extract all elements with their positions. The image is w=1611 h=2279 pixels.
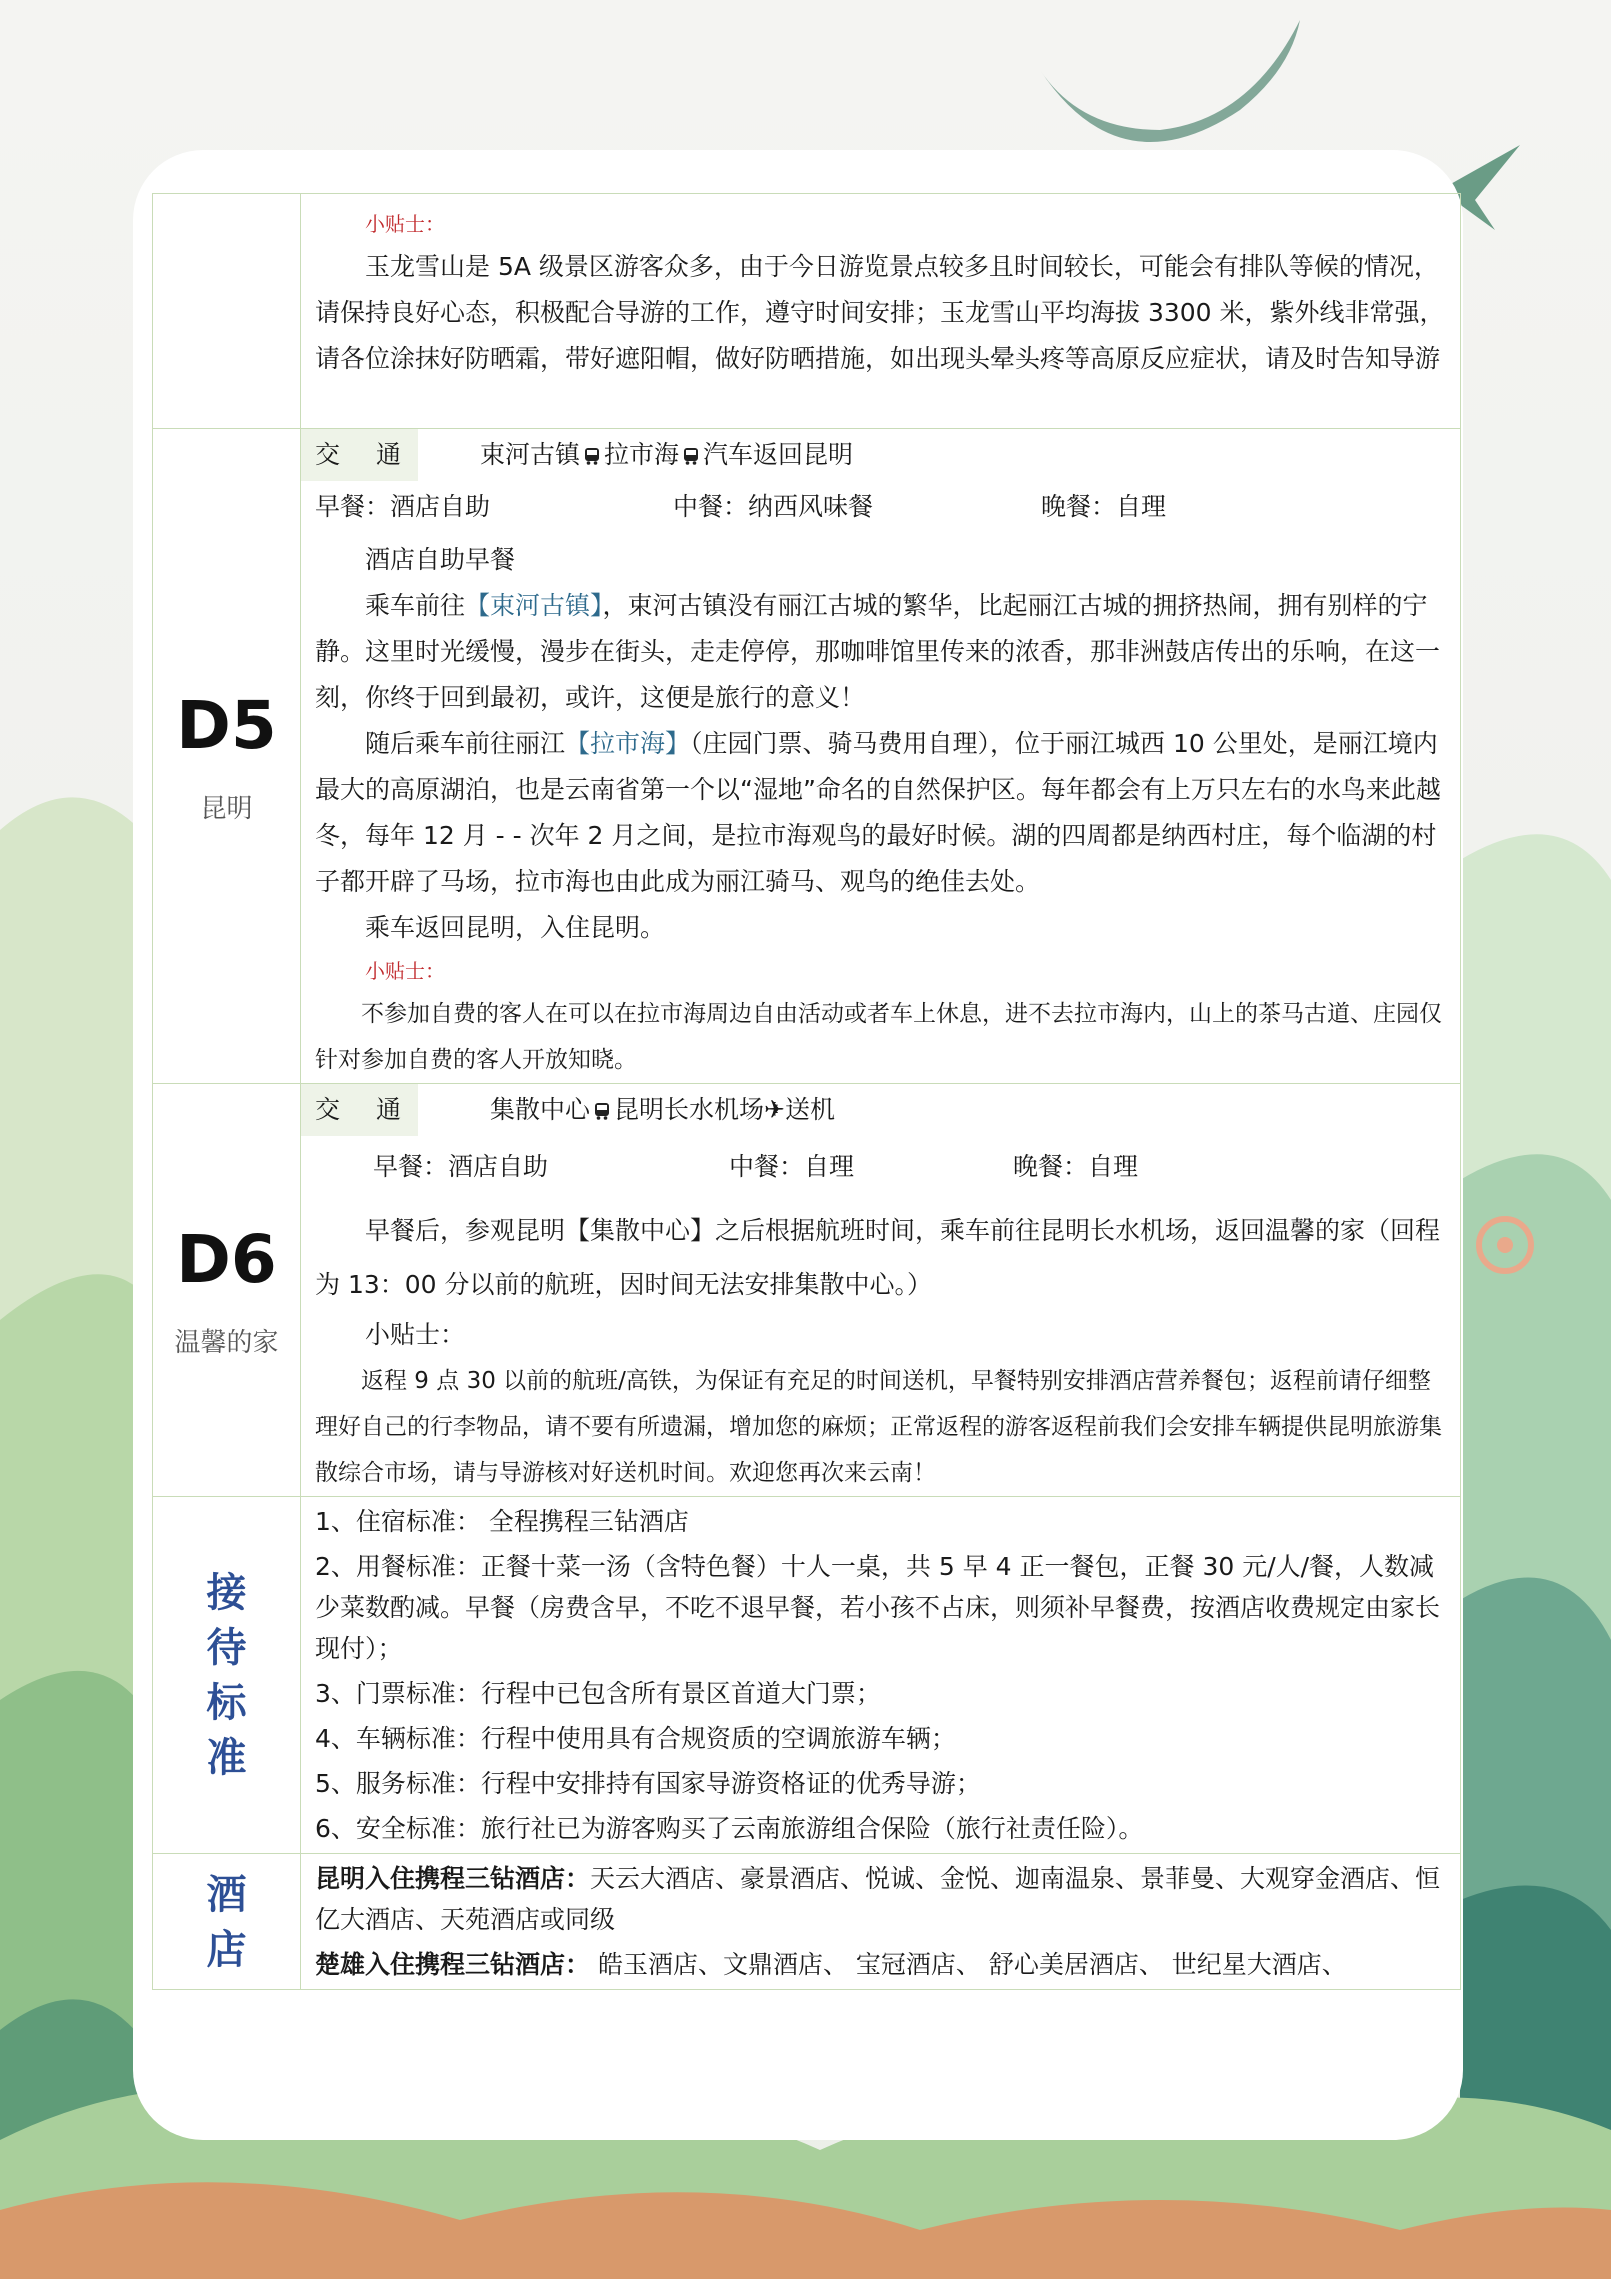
traffic-label: 交 通 <box>301 1084 418 1136</box>
day6-row <box>153 1084 1461 1497</box>
tip-text: 玉龙雪山是 5A 级景区游客众多，由于今日游览景点较多且时间较长，可能会有排队等候的情况，请保持良好心态，积极配合导游的工作，遵守时间安排；玉龙雪山平均海拔 3300 米，紫外线非常强，请各位涂抹好防晒霜，带好遮阳帽，做好防晒措施，如出现头晕头疼等高原反应症状，请及时告知导游 <box>315 252 1445 373</box>
paragraph <box>301 721 1460 905</box>
day6-meals <box>301 1136 1460 1198</box>
hotel-label-char: 店 <box>206 1925 247 1973</box>
standard-item: 5、服务标准：行程中安排持有国家导游资格证的优秀导游； <box>315 1769 981 1798</box>
standard-item: 2、用餐标准：正餐十菜一汤（含特色餐）十人一桌，共 5 早 4 正一餐包，正餐 30 元/人/餐，人数减少菜数酌减。早餐（房费含早，不吃不退早餐，若小孩不占床，则须补早餐费，按酒店收费规定由家长现付）； <box>315 1552 1441 1663</box>
paragraph: 酒店自助早餐 <box>365 545 516 574</box>
hotel-kunming-label: 昆明入住携程三钻酒店： <box>315 1864 591 1893</box>
standard-label-char: 标 <box>206 1679 247 1726</box>
hotel-label-char: 酒 <box>206 1870 247 1918</box>
day6-content-cell <box>301 1084 1461 1497</box>
hotel-row <box>153 1854 1461 1990</box>
day5-row <box>153 429 1461 1084</box>
traffic-label: 交 通 <box>301 429 418 481</box>
text: ，束河古镇没有丽江古城的繁华，比起丽江古城的拥挤热闹，拥有别样的宁静。这里时光缓慢，漫步在街头，走走停停，那咖啡馆里传来的浓香，那非洲鼓店传出的乐响，在这一刻，你终于回到最初，或许，这便是旅行的意义！ <box>315 591 1441 712</box>
tip-text: 不参加自费的客人在可以在拉市海周边自由活动或者车上休息，进不去拉市海内，山上的茶马古道、庄园仅针对参加自费的客人开放知晓。 <box>315 1001 1442 1073</box>
bus-icon <box>683 447 699 465</box>
text: 乘车前往 <box>365 591 466 620</box>
traffic-route <box>418 429 1460 481</box>
day-city: 温馨的家 <box>174 1328 279 1358</box>
paragraph: 早餐后，参观昆明【集散中心】之后根据航班时间，乘车前往昆明长水机场，返回温馨的家（回程为 13：00 分以前的航班，因时间无法安排集散中心。） <box>315 1216 1441 1299</box>
route-stop: 束河古镇 <box>480 440 581 469</box>
meal-dinner: 晚餐：自理 <box>1041 492 1167 521</box>
hotel-chuxiong-list: 皓玉酒店、文鼎酒店、 宝冠酒店、 舒心美居酒店、 世纪星大酒店、 <box>590 1950 1347 1979</box>
meal-breakfast: 早餐：酒店自助 <box>315 492 491 521</box>
standard-item: 1、住宿标准： 全程携程三钻酒店 <box>315 1507 689 1536</box>
day5-content-cell <box>301 429 1461 1084</box>
hotel-kunming-list: 天云大酒店、豪景酒店、悦诚、金悦、迦南温泉、景菲曼、大观穿金酒店、恒亿大酒店、天苑酒店或同级 <box>315 1864 1441 1934</box>
route-stop: 昆明长水机场 <box>614 1095 765 1124</box>
day6-label-cell <box>153 1084 301 1497</box>
day4-tip-row <box>153 194 1461 429</box>
bus-icon <box>594 1102 610 1120</box>
hotel-content-cell <box>301 1854 1461 1990</box>
day5-traffic <box>301 429 1460 1083</box>
route-stop: 送机 <box>784 1095 835 1124</box>
meal-dinner: 晚餐：自理 <box>1013 1152 1139 1181</box>
bus-icon <box>584 447 600 465</box>
meal-lunch: 中餐：纳西风味餐 <box>673 492 874 521</box>
standard-content-cell <box>301 1497 1461 1854</box>
highlight-spot: 【束河古镇】 <box>465 591 603 620</box>
meal-lunch: 中餐：自理 <box>729 1152 855 1181</box>
day5-label-cell <box>153 429 301 1084</box>
route-stop: 拉市海 <box>604 440 680 469</box>
route-stop: 汽车返回昆明 <box>703 440 854 469</box>
itinerary-table <box>152 193 1461 1990</box>
standard-row <box>153 1497 1461 1854</box>
standard-label-char: 待 <box>206 1624 247 1671</box>
highlight-spot: 【拉市海】 <box>565 729 691 758</box>
standard-label-char: 准 <box>206 1734 247 1781</box>
day-number: D6 <box>176 1221 277 1298</box>
day6-description <box>301 1198 1460 1496</box>
text: （庄园门票、骑马费用自理），位于丽江城西 10 公里处，是丽江境内最大的高原湖泊，也是云南省第一个以“湿地”命名的自然保护区。每年都会有上万只左右的水鸟来此越冬，每年 12 月 - - 次年 2 月之间，是拉市海观鸟的最好时候。湖的四周都是纳西村庄，每个临湖的村子都开辟了马场，拉市海也由此成为丽江骑马、观鸟的绝佳去处。 <box>315 729 1441 896</box>
day5-meals <box>301 481 1460 533</box>
text: 随后乘车前往丽江 <box>365 729 566 758</box>
hotel-label-cell <box>153 1854 301 1990</box>
traffic-route <box>418 1084 1460 1136</box>
tip-label: 小贴士： <box>365 212 445 236</box>
airplane-icon: ✈ <box>764 1095 785 1124</box>
hotel-kunming <box>301 1854 1460 1944</box>
standard-item: 6、安全标准：旅行社已为游客购买了云南旅游组合保险（旅行社责任险）。 <box>315 1814 1144 1843</box>
day4-label-cell <box>153 194 301 429</box>
meal-breakfast: 早餐：酒店自助 <box>373 1152 549 1181</box>
day-number: D5 <box>176 687 277 764</box>
tip-label: 小贴士： <box>365 1320 466 1349</box>
day-city: 昆明 <box>200 794 253 824</box>
tip-text: 返程 9 点 30 以前的航班/高铁，为保证有充足的时间送机，早餐特别安排酒店营养餐包；返程前请仔细整理好自己的行李物品，请不要有所遗漏，增加您的麻烦；正常返程的游客返程前我们会安排车辆提供昆明旅游集散综合市场，请与导游核对好送机时间。欢迎您再次来云南！ <box>315 1368 1442 1486</box>
standard-label-cell <box>153 1497 301 1854</box>
day6-traffic <box>301 1084 1460 1496</box>
tip-label: 小贴士： <box>365 959 445 983</box>
route-stop: 集散中心 <box>490 1095 591 1124</box>
paragraph: 乘车返回昆明，入住昆明。 <box>365 913 666 942</box>
standard-item: 4、车辆标准：行程中使用具有合规资质的空调旅游车辆； <box>315 1724 956 1753</box>
hotel-chuxiong <box>301 1944 1460 1989</box>
day5-description <box>301 533 1460 1083</box>
standard-label-char: 接 <box>206 1569 247 1616</box>
paragraph <box>301 583 1460 721</box>
standard-item: 3、门票标准：行程中已包含所有景区首道大门票； <box>315 1679 881 1708</box>
hotel-chuxiong-label: 楚雄入住携程三钻酒店： <box>315 1950 591 1979</box>
day4-tip-cell <box>301 194 1461 429</box>
